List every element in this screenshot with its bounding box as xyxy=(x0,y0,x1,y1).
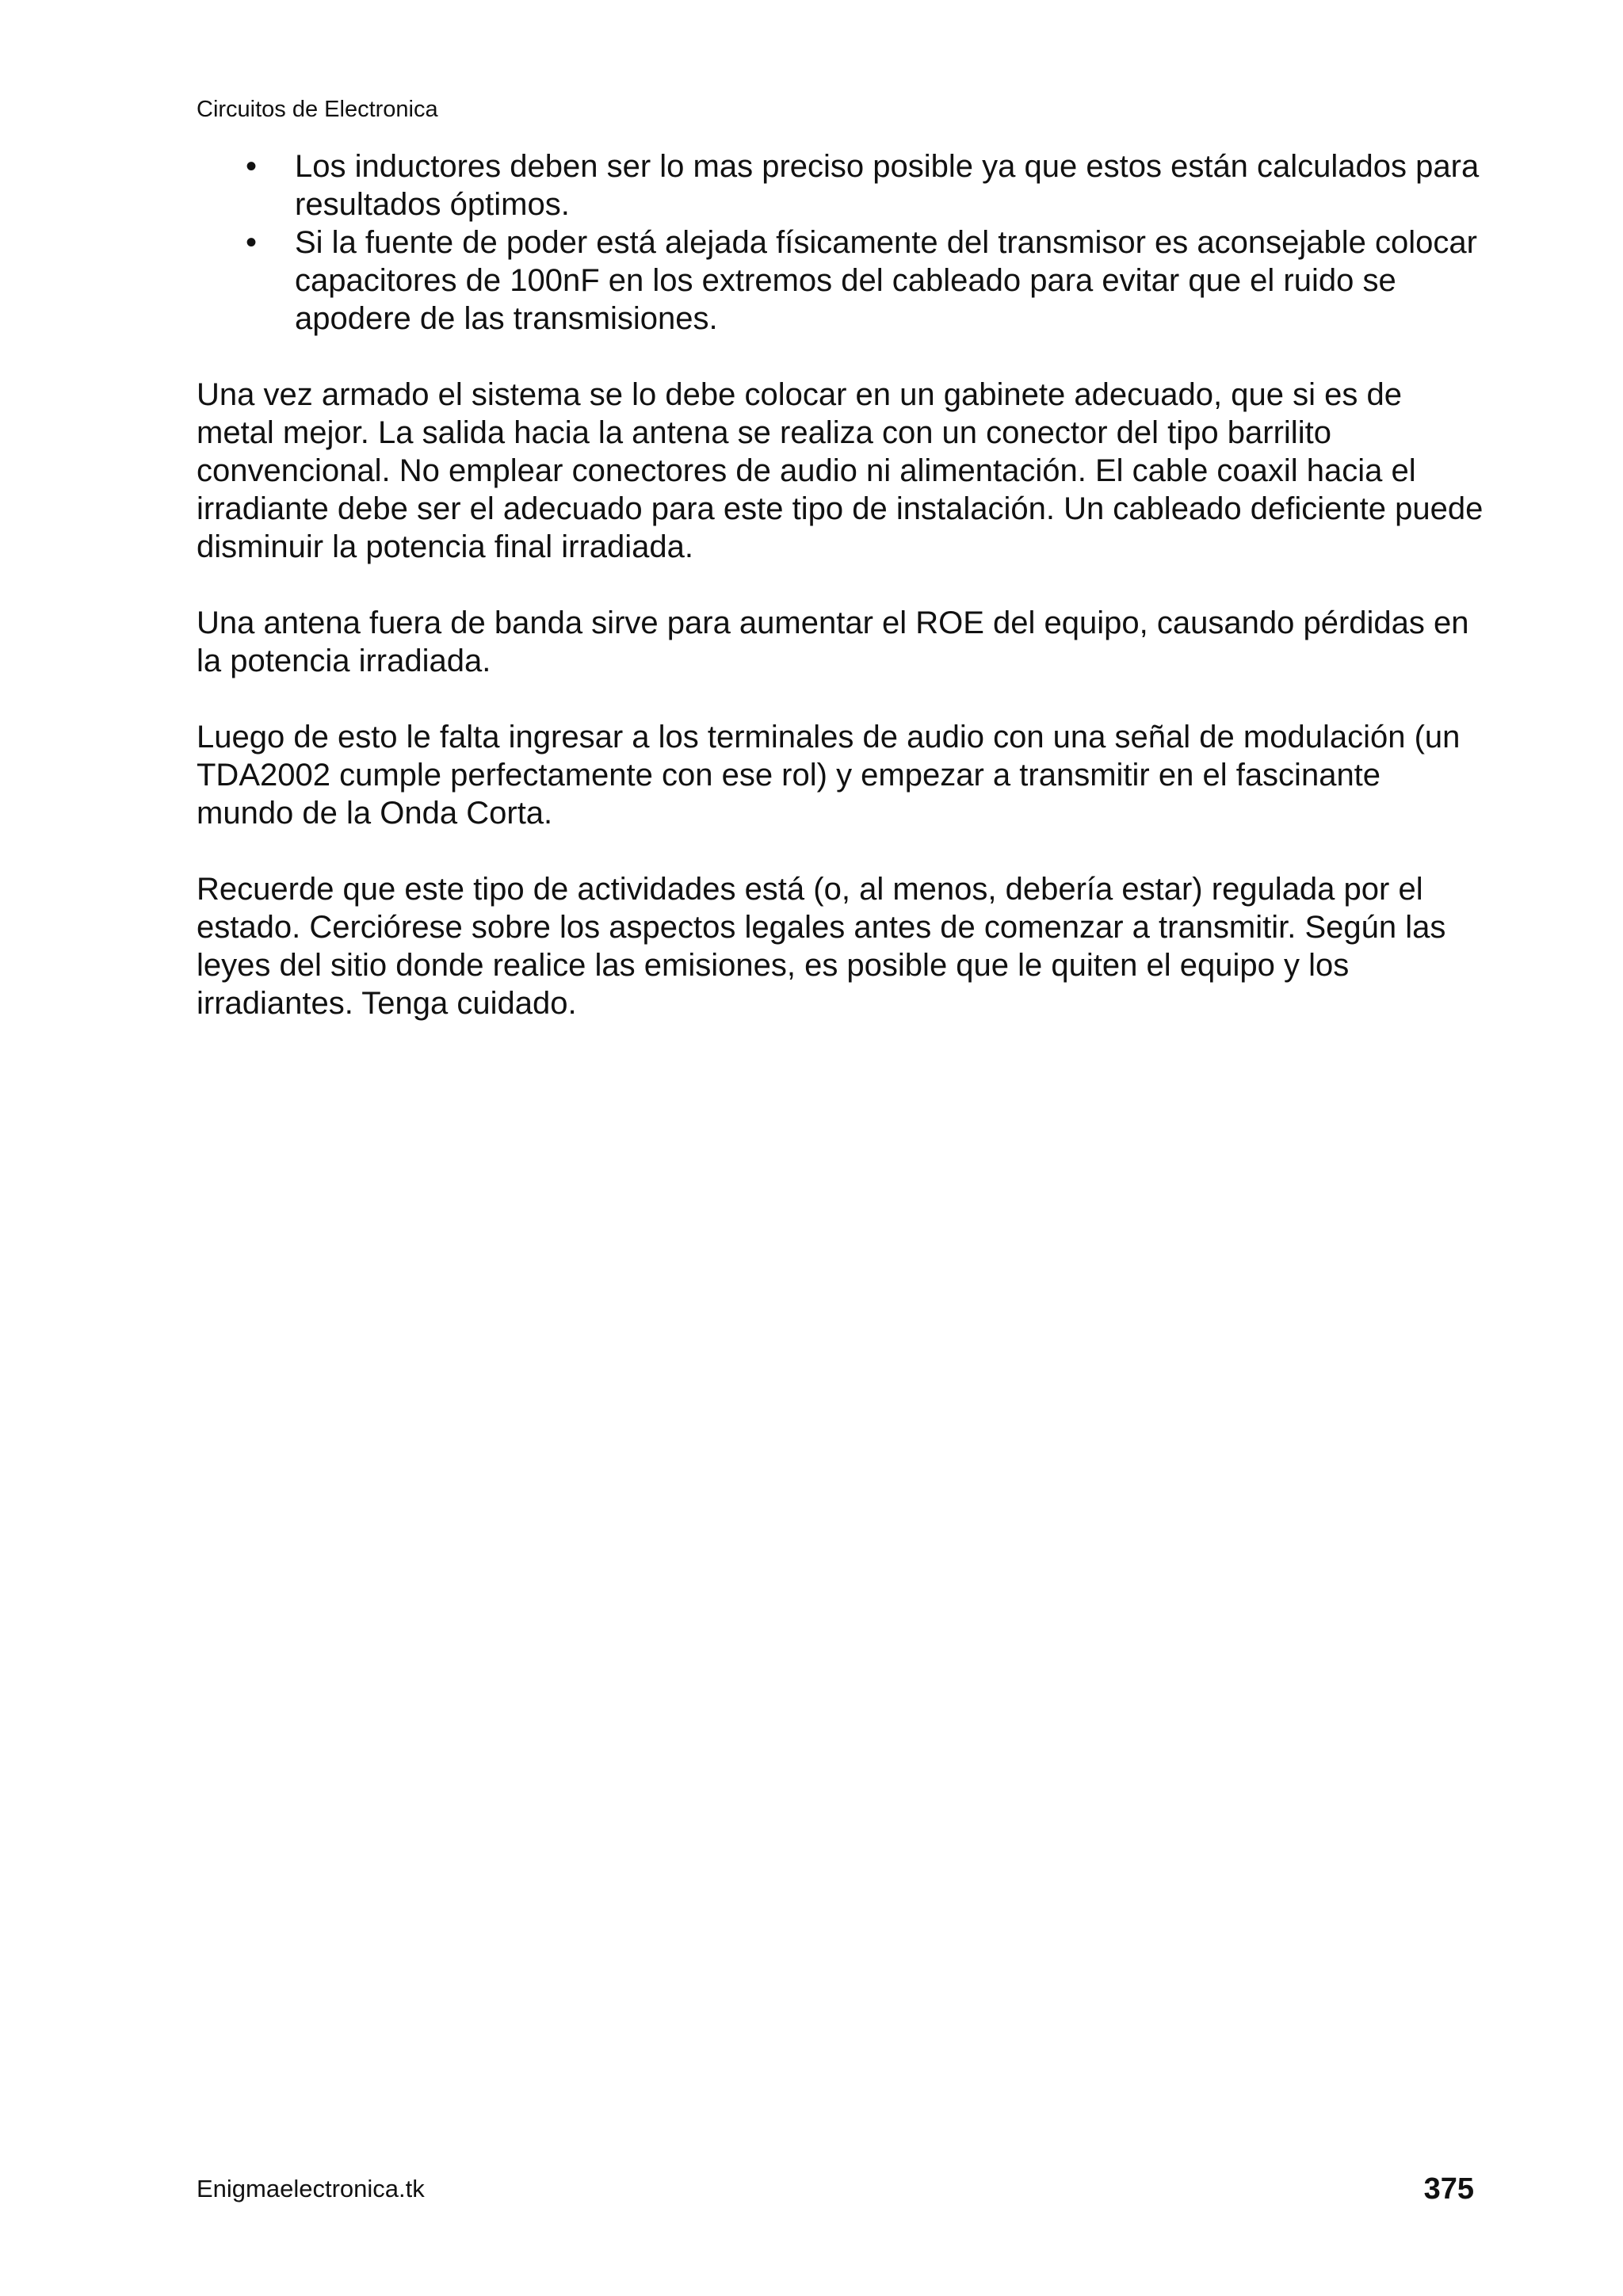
paragraph-legal-notice: Recuerde que este tipo de actividades está (o, al menos, debería estar) regulada por el estado. Cerciórese sobre los aspectos legales antes de comenzar a transmitir. Según las leyes del sitio donde realice las emisiones, es posible que le quiten el equipo y los irradiantes. Tenga cuidado. xyxy=(197,872,1446,1021)
bullet-list xyxy=(197,147,1484,338)
paragraph-antenna: Una antena fuera de banda sirve para aumentar el ROE del equipo, causando pérdidas en la potencia irradiada. xyxy=(197,606,1469,678)
paragraph-modulation: Luego de esto le falta ingresar a los terminales de audio con una señal de modulación (un TDA2002 cumple perfectamente con ese rol) y empezar a transmitir en el fascinante mundo de la Onda Corta. xyxy=(197,720,1461,831)
page-body xyxy=(197,147,1484,1022)
running-header: Circuitos de Electronica xyxy=(197,97,438,122)
bullet-item xyxy=(197,223,1484,338)
paragraph-installation: Una vez armado el sistema se lo debe colocar en un gabinete adecuado, que si es de metal mejor. La salida hacia la antena se realiza con un conector del tipo barrilito convencional. No emplear conectores de audio ni alimentación. El cable coaxil hacia el irradiante debe ser el adecuado para este tipo de instalación. Un cableado deficiente puede disminuir la potencia final irradiada. xyxy=(197,377,1484,564)
footer-site: Enigmaelectronica.tk xyxy=(197,2175,425,2202)
bullet-text: Si la fuente de poder está alejada físicamente del transmisor es aconsejable colocar capacitores de 100nF en los extremos del cableado para evitar que el ruido se apodere de las transmisiones. xyxy=(295,225,1477,336)
bullet-text: Los inductores deben ser lo mas preciso posible ya que estos están calculados para resultados óptimos. xyxy=(295,149,1480,222)
bullet-dot-icon: • xyxy=(246,225,258,260)
bullet-item xyxy=(197,147,1484,223)
page-number: 375 xyxy=(1423,2172,1474,2206)
bullet-dot-icon: • xyxy=(246,149,258,184)
